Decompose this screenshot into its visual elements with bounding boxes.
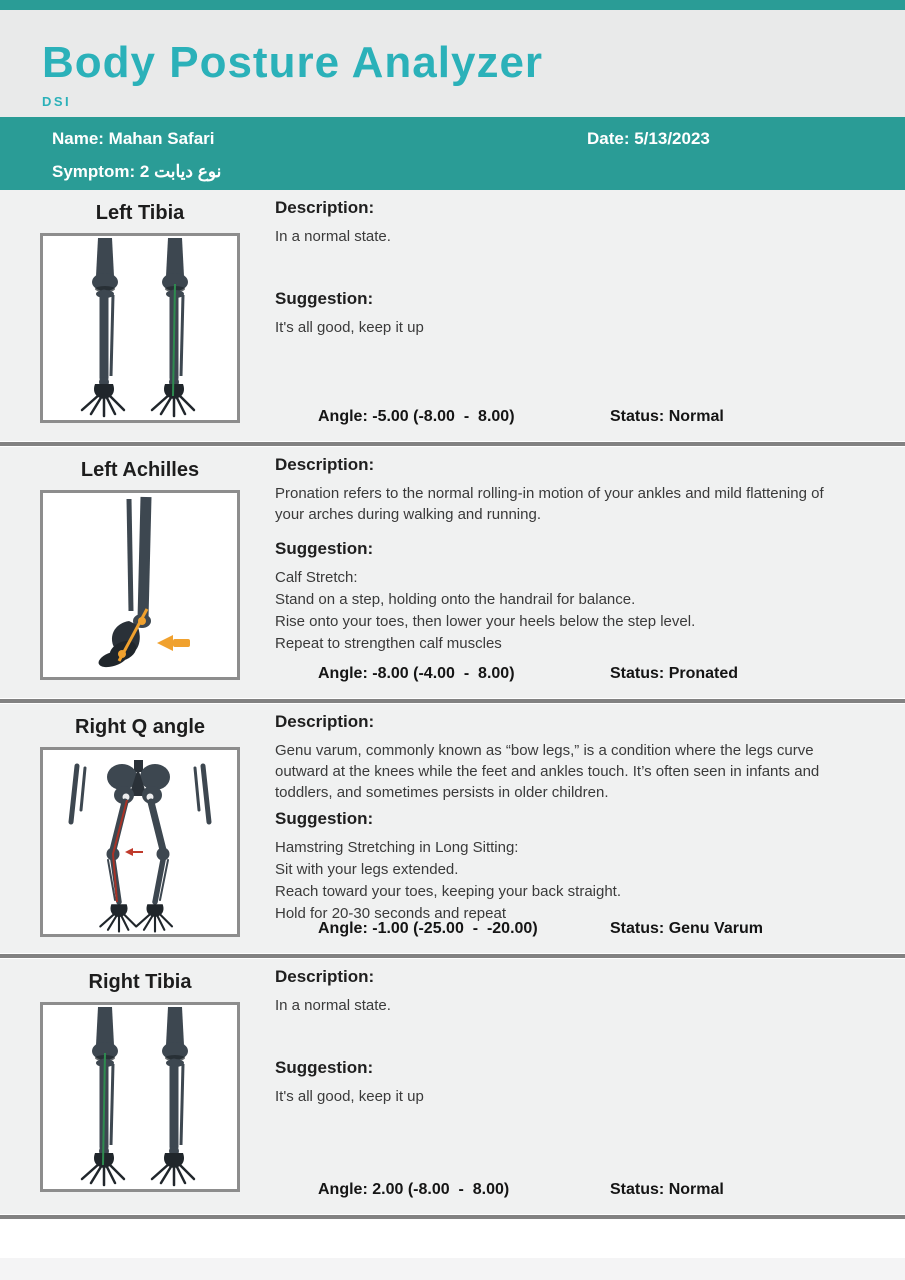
description-text: In a normal state. (275, 997, 391, 1014)
description-text: Pronation refers to the normal rolling-in motion of your ankles and mild flattening of your arches during walking and running. (275, 485, 824, 523)
section-left-tibia (0, 190, 905, 441)
suggestion-heading: Suggestion: (275, 289, 374, 308)
section-media-column (40, 202, 240, 423)
section-metrics (0, 1179, 905, 1199)
symptom-value-part: 2 (139, 162, 150, 181)
report-date: Date: 5/13/2023 (587, 129, 710, 148)
description-heading: Description: (275, 712, 375, 731)
section-metrics (0, 918, 905, 938)
section-text-column (275, 967, 885, 1108)
symptom-value-part: نوع (197, 162, 222, 181)
suggestion-heading: Suggestion: (275, 809, 374, 828)
section-left-achilles (0, 447, 905, 698)
status-badge: Status: Normal (610, 1181, 724, 1198)
suggestion-text: It's all good, keep it up (275, 319, 424, 336)
patient-info-banner (0, 117, 905, 190)
report-header (0, 10, 905, 117)
suggestion-heading: Suggestion: (275, 539, 374, 558)
section-right-tibia (0, 959, 905, 1214)
symptom-label: Symptom: (52, 162, 136, 181)
right-tibia-skeleton-image (40, 1002, 240, 1192)
top-accent-bar (0, 0, 905, 10)
suggestion-heading: Suggestion: (275, 1058, 374, 1077)
suggestion-text: Hamstring Stretching in Long Sitting: Sit with your legs extended. Reach toward your toes, keeping your back straight. Hold for 20-30 seconds and repeat (275, 839, 622, 922)
section-right-q-angle (0, 704, 905, 953)
section-metrics (0, 663, 905, 683)
section-media-column (40, 716, 240, 937)
left-tibia-skeleton-image (40, 233, 240, 423)
status-badge: Status: Genu Varum (610, 920, 763, 937)
left-achilles-skeleton-image (40, 490, 240, 680)
section-metrics (0, 406, 905, 426)
section-text-column (275, 455, 885, 655)
right-q-angle-skeleton-image (40, 747, 240, 937)
description-text: Genu varum, commonly known as “bow legs,” is a condition where the legs curve outward at the knees while the feet and ankles touch. It’s often seen in infants and toddlers, and sometimes persists in older children. (275, 742, 820, 801)
brand-subtitle: DSI (42, 94, 72, 109)
section-divider (0, 1215, 905, 1219)
angle-value: Angle: -5.00 (-8.00 - 8.00) (318, 408, 515, 425)
suggestion-text: It's all good, keep it up (275, 1088, 424, 1105)
footer-spacer (0, 1220, 905, 1258)
description-heading: Description: (275, 198, 375, 217)
section-media-column (40, 971, 240, 1192)
angle-value: Angle: 2.00 (-8.00 - 8.00) (318, 1181, 510, 1198)
section-media-column (40, 459, 240, 680)
section-title: Right Tibia (88, 971, 192, 993)
description-heading: Description: (275, 967, 375, 986)
section-divider (0, 954, 905, 958)
section-divider (0, 699, 905, 703)
patient-symptom (52, 162, 221, 182)
section-title: Left Tibia (95, 202, 185, 224)
page-title: Body Posture Analyzer (42, 38, 544, 87)
patient-name: Name: Mahan Safari (52, 129, 215, 148)
suggestion-text: Calf Stretch: Stand on a step, holding onto the handrail for balance. Rise onto your toes, then lower your heels below the step level. Repeat to strengthen calf muscles (275, 569, 696, 652)
footer-band (0, 1258, 905, 1280)
status-badge: Status: Normal (610, 408, 724, 425)
section-title: Left Achilles (80, 459, 200, 481)
status-badge: Status: Pronated (610, 665, 739, 682)
description-text: In a normal state. (275, 228, 391, 245)
angle-value: Angle: -1.00 (-25.00 - -20.00) (318, 920, 538, 937)
section-title: Right Q angle (75, 716, 205, 738)
section-divider (0, 442, 905, 446)
symptom-value-part: ديابت (154, 162, 193, 181)
section-text-column (275, 712, 885, 925)
angle-value: Angle: -8.00 (-4.00 - 8.00) (318, 665, 515, 682)
section-text-column (275, 198, 885, 339)
description-heading: Description: (275, 455, 375, 474)
